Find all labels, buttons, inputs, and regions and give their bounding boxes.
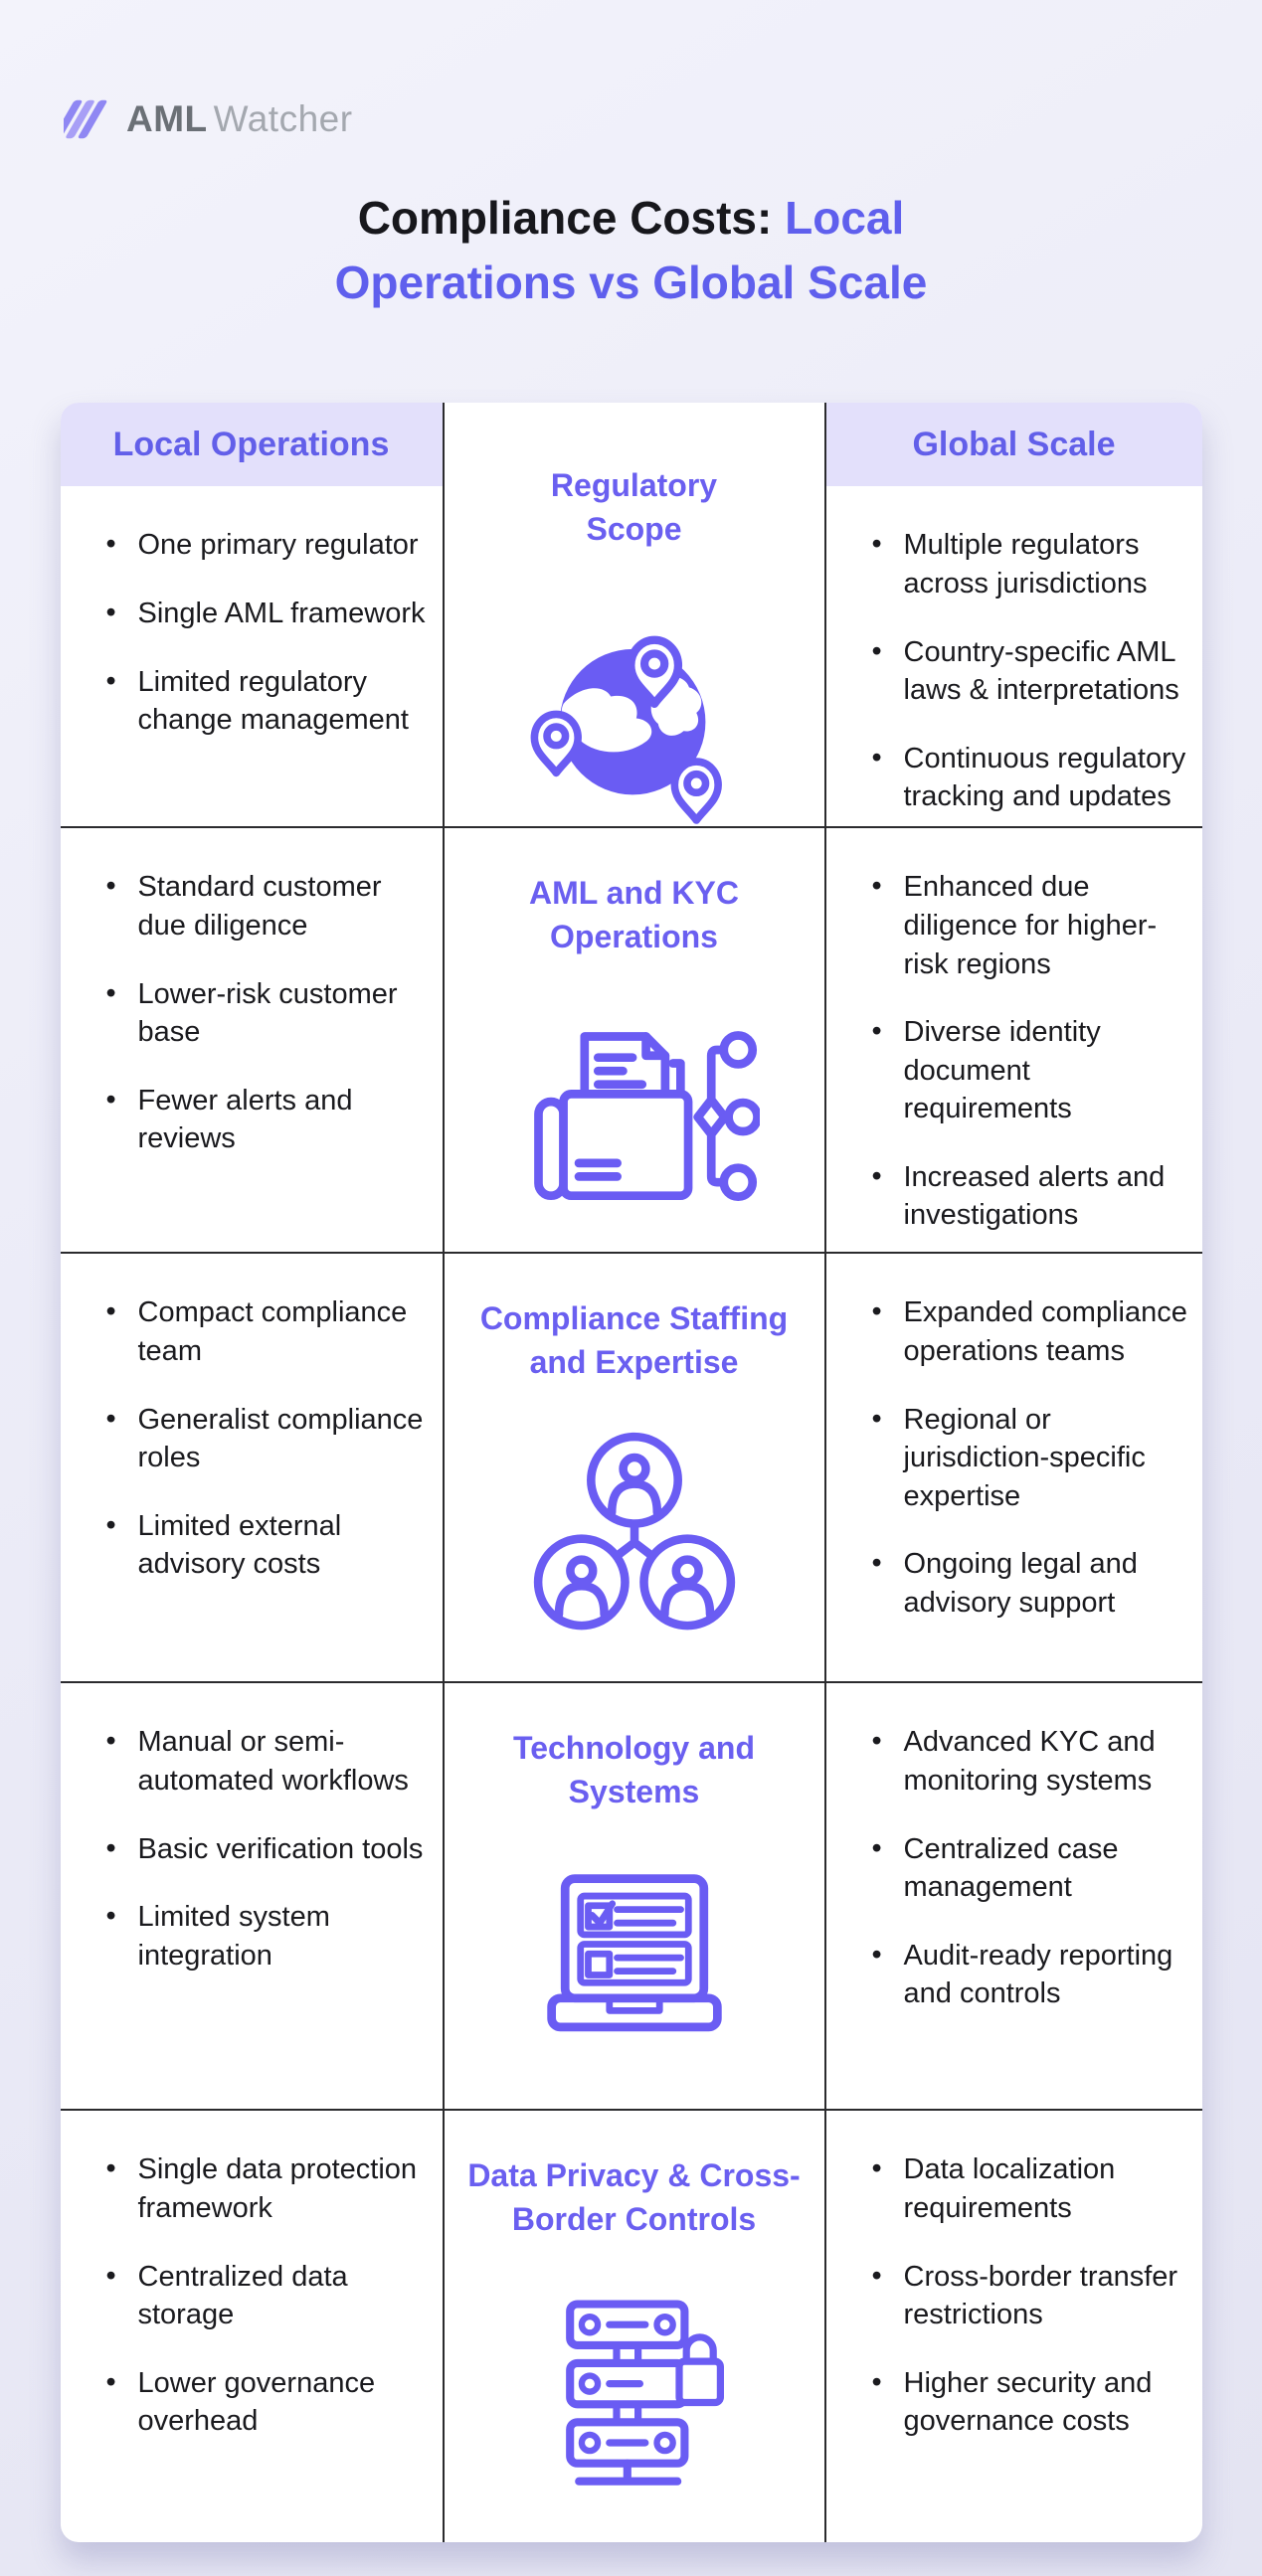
category-title: Technology and Systems xyxy=(513,1730,755,1809)
globe-pins-icon xyxy=(516,595,753,831)
list-item xyxy=(870,526,1194,602)
list-item xyxy=(104,2150,435,2227)
list-item xyxy=(104,868,435,945)
bullet-text: Standard customer due diligence xyxy=(137,871,382,942)
bullet-list xyxy=(104,1293,435,1583)
list-item xyxy=(870,1293,1194,1370)
local-cell xyxy=(61,486,443,854)
list-item xyxy=(870,1937,1194,2013)
category-title: AML and KYC Operations xyxy=(529,875,739,954)
bullet-list xyxy=(870,1723,1194,2012)
team-network-icon xyxy=(521,1420,748,1646)
title-black-part: Compliance Costs: xyxy=(357,191,773,244)
server-lock-icon xyxy=(527,2277,742,2501)
list-item xyxy=(104,975,435,1052)
brand-logo-text xyxy=(126,98,353,140)
bullet-text: Centralized data storage xyxy=(137,2260,348,2331)
brand-name-bold: AML xyxy=(126,97,208,139)
bullet-text: Manual or semi-automated workflows xyxy=(137,1726,409,1797)
bullet-text: Generalist compliance roles xyxy=(137,1403,424,1474)
list-item xyxy=(870,2258,1194,2334)
global-cell xyxy=(826,828,1202,1259)
list-item xyxy=(870,868,1194,983)
list-item xyxy=(870,633,1194,710)
header-global-scale: Global Scale xyxy=(826,403,1202,486)
list-item xyxy=(870,1723,1194,1800)
bullet-text: Higher security and governance costs xyxy=(903,2366,1153,2438)
bullet-text: Ongoing legal and advisory support xyxy=(903,1548,1138,1619)
category-cell xyxy=(443,828,826,1259)
page-title-line2: Operations vs Global Scale xyxy=(334,257,928,309)
list-item xyxy=(104,1898,435,1975)
bullet-text: Multiple regulators across jurisdictions xyxy=(903,529,1148,600)
bullet-list xyxy=(104,868,435,1157)
bullet-list xyxy=(104,1723,435,1975)
brand-name-light: Watcher xyxy=(213,97,353,139)
bullet-list xyxy=(104,526,435,739)
bullet-list xyxy=(870,1293,1194,1622)
category-title: Regulatory Scope xyxy=(550,467,718,547)
list-item xyxy=(104,2258,435,2334)
category-cell xyxy=(443,467,826,854)
bullet-list xyxy=(870,526,1194,815)
list-item xyxy=(104,663,435,740)
local-cell xyxy=(61,828,443,1259)
local-cell xyxy=(61,2111,443,2542)
list-item xyxy=(870,1545,1194,1622)
list-item xyxy=(870,740,1194,816)
bullet-text: Audit-ready reporting and controls xyxy=(903,1939,1173,2010)
bullet-text: Limited external advisory costs xyxy=(137,1509,342,1581)
folder-flowchart-icon xyxy=(509,994,760,1215)
list-item xyxy=(870,1013,1194,1128)
laptop-checklist-icon xyxy=(509,1849,760,2072)
page-title-line1 xyxy=(0,186,1262,251)
bullet-text: Lower governance overhead xyxy=(137,2366,376,2438)
bullet-text: Compact compliance team xyxy=(137,1296,408,1367)
bullet-text: Centralized case management xyxy=(903,1832,1119,1904)
table-row-technology-systems xyxy=(61,1681,1202,2109)
list-item xyxy=(104,1401,435,1477)
local-cell xyxy=(61,1683,443,2109)
category-title: Data Privacy & Cross-Border Controls xyxy=(467,2157,801,2237)
page-title xyxy=(0,31,1262,316)
table-row-aml-kyc-operations xyxy=(61,826,1202,1252)
list-item xyxy=(104,1293,435,1370)
bullet-text: Limited regulatory change management xyxy=(137,665,409,737)
list-item xyxy=(104,595,435,633)
bullet-text: One primary regulator xyxy=(137,529,419,562)
bullet-text: Increased alerts and investigations xyxy=(903,1160,1166,1232)
header-local-operations: Local Operations xyxy=(61,403,443,486)
bullet-list xyxy=(104,2150,435,2440)
list-item xyxy=(104,2364,435,2441)
category-cell xyxy=(443,1683,826,2109)
bullet-text: Continuous regulatory tracking and updates xyxy=(903,742,1186,813)
bullet-text: Single data protection framework xyxy=(137,2153,418,2224)
bullet-text: Basic verification tools xyxy=(137,1832,424,1865)
bullet-list xyxy=(870,2150,1194,2440)
global-cell xyxy=(826,1254,1202,1681)
bullet-text: Fewer alerts and reviews xyxy=(137,1084,353,1155)
brand-logo-icon xyxy=(64,96,113,142)
list-item xyxy=(104,1830,435,1869)
bullet-text: Diverse identity document requirements xyxy=(903,1016,1101,1125)
list-item xyxy=(104,1723,435,1800)
table-row-regulatory-scope xyxy=(61,467,1202,826)
local-cell xyxy=(61,1254,443,1681)
global-cell xyxy=(826,486,1202,854)
bullet-text: Lower-risk customer base xyxy=(137,977,398,1049)
list-item xyxy=(870,2364,1194,2441)
brand-logo xyxy=(64,96,353,142)
list-item xyxy=(870,1158,1194,1235)
bullet-list xyxy=(870,868,1194,1235)
title-purple-part: Local xyxy=(785,191,905,244)
table-row-data-privacy xyxy=(61,2109,1202,2542)
bullet-text: Data localization requirements xyxy=(903,2153,1116,2224)
list-item xyxy=(104,1507,435,1584)
comparison-table xyxy=(61,403,1202,2542)
category-title: Compliance Staffing and Expertise xyxy=(479,1300,789,1380)
list-item xyxy=(870,2150,1194,2227)
list-item xyxy=(104,1082,435,1158)
category-cell xyxy=(443,2111,826,2542)
bullet-text: Country-specific AML laws & interpretations xyxy=(903,635,1179,707)
global-cell xyxy=(826,1683,1202,2109)
bullet-text: Limited system integration xyxy=(137,1901,330,1972)
bullet-text: Cross-border transfer restrictions xyxy=(903,2260,1178,2331)
list-item xyxy=(104,526,435,565)
bullet-text: Single AML framework xyxy=(137,598,426,629)
table-body xyxy=(61,467,1202,2542)
list-item xyxy=(870,1830,1194,1907)
bullet-text: Expanded compliance operations teams xyxy=(903,1296,1187,1367)
bullet-text: Regional or jurisdiction-specific expertise xyxy=(903,1403,1146,1512)
bullet-text: Advanced KYC and monitoring systems xyxy=(903,1726,1156,1797)
global-cell xyxy=(826,2111,1202,2542)
infographic-page xyxy=(0,31,1262,2576)
table-row-compliance-staffing xyxy=(61,1252,1202,1681)
list-item xyxy=(870,1401,1194,1516)
bullet-text: Enhanced due diligence for higher-risk regions xyxy=(903,871,1158,980)
category-cell xyxy=(443,1254,826,1681)
